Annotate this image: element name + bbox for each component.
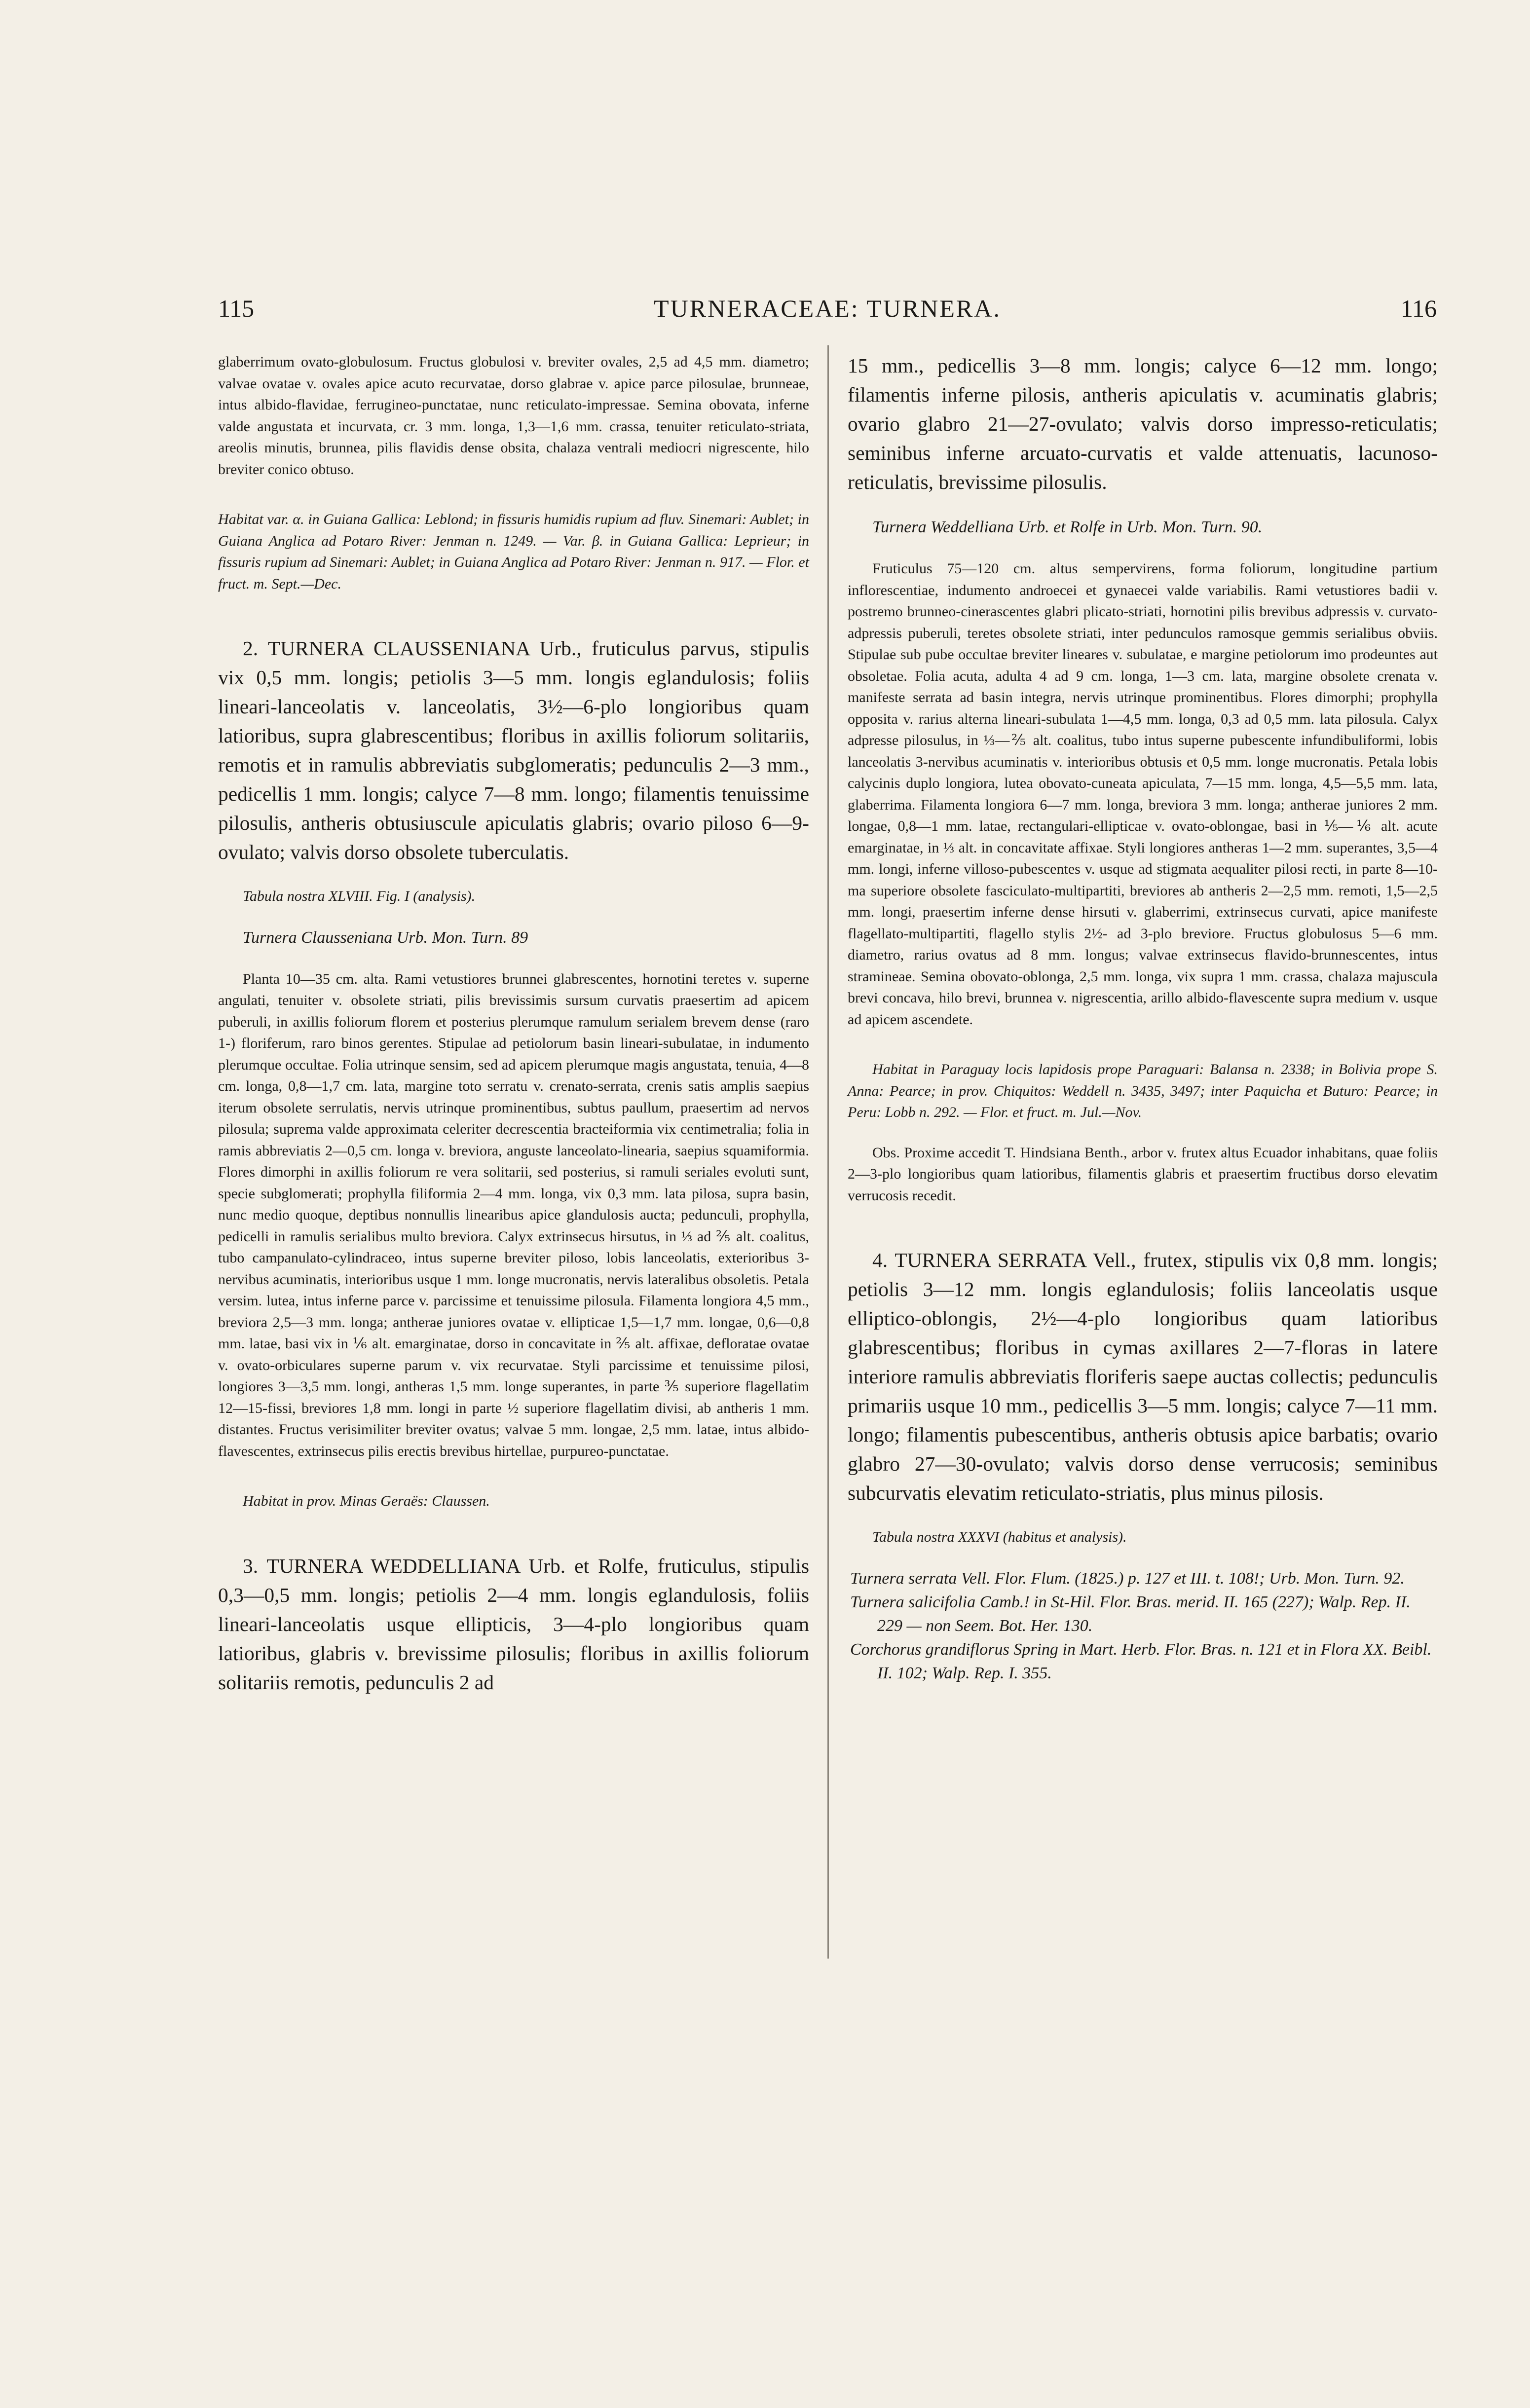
species-3-habitat: Habitat in Paraguay locis lapidosis prope Paraguari: Balansa n. 2338; in Bolivia prope S. Anna: Pearce; in prov. Chiquitos: Weddell n. 3435, 3497; inter Paquicha et Buturo: Pearce; in Peru: Lobb n. 292. — Flor. et fruct. m. Jul.—Nov. — [848, 1061, 1438, 1120]
species-2-diagnosis: 2. TURNERA CLAUSSENIANA Urb., fruticulus parvus, stipulis vix 0,5 mm. longis; petiolis 3—5 mm. longis eglandulosis; foliis lineari-lanceolatis v. lanceolatis, 3½—6-plo longioribus quam latioribus, supra glabrescentibus; floribus in axillis foliorum solitariis, remotis et in ramulis abbreviatis subglomeratis; pedunculis 2—3 mm., pedicellis 1 mm. longis; calyce 7—8 mm. longo; filamentis tenuissime pilosulis, antheris obtusiuscule apiculatis glabris; ovario piloso 6—9-ovulato; valvis dorso obsolete tuberculatis. — [218, 637, 809, 863]
right-column — [848, 351, 1438, 1685]
page-number-right: 116 — [1400, 295, 1437, 322]
column-divider — [827, 345, 829, 1959]
species-4-diagnosis: 4. TURNERA SERRATA Vell., frutex, stipulis vix 0,8 mm. longis; petiolis 3—12 mm. longis eglandulosis; foliis lanceolatis usque elliptico-oblongis, 2½—4-plo longioribus quam latioribus glabrescentibus; floribus in cymas axillares 2—7-floras in latere interiore ramulis abbreviatis floriferis saepe auctas collectis; pedunculis primariis usque 10 mm., pedicellis 3—5 mm. longis; calyce 7—11 mm. longo; filamentis pubescentibus, antheris obtusis apice barbatis; ovario glabro 27—30-ovulato; valvis dorso dense verrucosis; seminibus subcurvatis elevatim reticulato-striatis, plus minus pilosis. — [848, 1249, 1438, 1504]
species-2-habitat: Habitat in prov. Minas Geraës: Claussen. — [243, 1493, 490, 1509]
species-2-synonym: Turnera Clausseniana Urb. Mon. Turn. 89 — [243, 928, 528, 947]
species-4-synonym-3: Corchorus grandiflorus Spring in Mart. Herb. Flor. Bras. n. 121 et in Flora XX. Beibl. II. 102; Walp. Rep. I. 355. — [850, 1640, 1432, 1682]
page-number-left: 115 — [218, 295, 255, 322]
species-3-diagnosis: 3. TURNERA WEDDELLIANA Urb. et Rolfe, fruticulus, stipulis 0,3—0,5 mm. longis; petiolis 2—4 mm. longis eglandulosis, foliis lineari-lanceolatis usque ellipticis, 3—4-plo longioribus quam latioribus, glabris v. brevissime pilosulis; floribus in axillis foliorum solitariis remotis, pedunculis 2 ad — [218, 1554, 809, 1694]
species-2-plate: Tabula nostra XLVIII. Fig. I (analysis). — [243, 888, 476, 904]
species-3-synonym: Turnera Weddelliana Urb. et Rolfe in Urb. Mon. Turn. 90. — [872, 518, 1263, 536]
species-2-description: Planta 10—35 cm. alta. Rami vetustiores brunnei glabrescentes, hornotini teretes v. superne angulati, tenuiter v. obsolete striati, pilis brevissimis sursum curvatis praesertim ad apicem puberuli, in axillis foliorum florem et posterius plerumque ramulum serialem brevem dense (raro 1-) floriferum, raro binos gerentes. Stipulae ad petiolorum basin lineari-subulatae, in indumento plerumque occultae. Folia utrinque sensim, sed ad apicem plerumque magis angustata, tenuia, 4—8 cm. longa, 0,8—1,7 cm. lata, margine toto serratu v. crenato-serrata, crenis satis amplis saepius iterum obsolete serrulatis, nervis utrinque prominentibus, subtus paullum, praesertim ad nervos pilosula; suprema valde approximata celeriter decrescentia bracteiformia vix centimetralia; folia in ramis abbreviatis 2—0,5 cm. longa v. breviora, anguste lanceolato-linearia, saepius squamiformia. Flores dimorphi in axillis foliorum re vera solitarii, sed posterius, si ramuli seriales evoluti sunt, specie subglomerati; prophylla filiformia 2—4 mm. longa, vix 0,3 mm. lata pilosa, supra basin, nunc medio quoque, deptibus nonnullis linearibus apice glandulosis aucta; pedunculi, prophylla, pedicelli in ramulis serialibus multo breviora. Calyx extrinsecus hirsutus, in ⅓ ad ⅖ alt. coalitus, tubo campanulato-cylindraceo, intus superne breviter piloso, lobis lanceolatis, exterioribus 3-nervibus acuminatis, interioribus usque 1 mm. longe mucronatis, nervis lateralibus obsoletis. Petala versim. lutea, intus inferne parce v. parcissime et tenuissime pilosula. Filamenta longiora 4,5 mm., breviora 2,5—3 mm. longa; antherae juniores ovatae v. ellipticae 1,5—1,7 mm. longae, 0,6—0,8 mm. latae, basi vix in ⅙ alt. emarginatae, dorso in concavitate in ⅖ alt. affixae, defloratae ovatae v. ovato-orbiculares superne parum v. vix recurvatae. Styli parcissime et tenuissime pilosi, longiores 3—3,5 mm. longi, antheras 1,5 mm. longe superantes, in parte ⅗ superiore flagellatim 12—15-fissi, breviores 1,8 mm. longi in parte ½ superiore flagellatim divisi, ab antheris 1 mm. distantes. Fructus verisimiliter breviter ovatus; valvae 5 mm. longae, 2,5 mm. latae, intus albido-flavescentes, extrinsecus pilis erectis brevibus hirtellae, purpureo-punctatae. — [218, 970, 809, 1459]
species-3-observation: Obs. Proxime accedit T. Hindsiana Benth., arbor v. frutex altus Ecuador inhabitans, quae foliis 2—3-plo longioribus quam latioribus, filamentis glabris et praesertim fructibus dorso elevatim verrucosis recedit. — [848, 1144, 1438, 1204]
species-3-diagnosis-continued: 15 mm., pedicellis 3—8 mm. longis; calyce 6—12 mm. longo; filamentis inferne pilosis, antheris apiculatis v. acuminatis glabris; ovario glabro 21—27-ovulato; valvis dorso impresso-reticulatis; seminibus inferne arcuato-curvatis et valde attenuatis, lacunoso-reticulatis, brevissime pilosulis. — [848, 354, 1438, 493]
description-continued: glaberrimum ovato-globulosum. Fructus globulosi v. breviter ovales, 2,5 ad 4,5 mm. diametro; valvae ovatae v. ovales apice acuto recurvatae, dorso glabrae v. apice parce pilosulae, brunneae, intus albido-flavidae, ferrugineo-punctatae, nunc reticulato-impressae. Semina obovata, inferne valde angustata et incurvata, cr. 3 mm. longa, 1,3—1,6 mm. crassa, tenuiter reticulato-striata, areolis minutis, brunnea, pilis flavidis dense obsita, chalaza ventrali mediocri nigrescente, hilo breviter conico obtuso. — [218, 354, 809, 478]
habitat-paragraph: Habitat var. α. in Guiana Gallica: Leblond; in fissuris humidis rupium ad fluv. Sinemari: Aublet; in Guiana Anglica ad Potaro River: Jenman n. 1249. — Var. β. in Guiana Gallica: Leprieur; in fissuris rupium ad Sinemari: Aublet; in Guiana Anglica ad Potaro River: Jenman n. 917. — Flor. et fruct. m. Sept.—Dec. — [218, 511, 809, 592]
species-4-plate: Tabula nostra XXXVI (habitus et analysis). — [872, 1529, 1127, 1545]
left-column — [218, 351, 809, 1697]
species-4-synonym-2: Turnera salicifolia Camb.! in St-Hil. Flor. Bras. merid. II. 165 (227); Walp. Rep. II. 229 — non Seem. Bot. Her. 130. — [850, 1593, 1411, 1635]
running-title: TURNERACEAE: TURNERA. — [654, 295, 1001, 322]
species-4-synonym-1: Turnera serrata Vell. Flor. Flum. (1825.) p. 127 et III. t. 108!; Urb. Mon. Turn. 92. — [850, 1569, 1405, 1588]
page-header — [218, 294, 1437, 333]
species-3-description: Fruticulus 75—120 cm. altus sempervirens, forma foliorum, longitudine partium inflorescentiae, indumento androecei et gynaecei valde variabilis. Rami vetustiores badii v. postremo brunneo-cinerascentes glabri plicato-striati, hornotini pilis brevibus adpressis v. curvato-adpressis puberuli, teretes obsolete striati, inter pedunculos ramosque gemmis serialibus obviis. Stipulae sub pube occultae breviter lineares v. subulatae, e margine petiolorum imo prodeuntes aut obsoletae. Folia acuta, adulta 4 ad 9 cm. longa, 1—3 cm. lata, margine obsolete crenata v. manifeste serrata ad basin integra, nervis utrinque prominentibus. Flores dimorphi; prophylla opposita v. rarius alterna lineari-subulata 1—4,5 mm. longa, 0,3 ad 0,5 mm. lata pilosula. Calyx adpresse pilosulus, in ⅓—⅖ alt. coalitus, tubo intus superne pubescente infundibuliformi, lobis lanceolatis 3-nervibus acuminatis v. interioribus obtusis et 0,5 mm. longe mucronatis. Petala lobis calycinis duplo longiora, lutea obovato-cuneata apiculata, 7—15 mm. longa, 4,5—5,5 mm. lata, glaberrima. Filamenta longiora 6—7 mm. longa, breviora 3 mm. longa; antherae juniores 2 mm. longae, 0,8—1 mm. latae, rectangulari-ellipticae v. ovato-oblongae, basi in ⅕—⅙ alt. acute emarginatae, in ⅓ alt. in concavitate affixae. Styli longiores antheras 1—2 mm. superantes, 3,5—4 mm. longi, inferne villoso-pubescentes v. usque ad stigmata aequaliter pilosi recti, in parte 8—10-ma superiore obsolete fasciculato-multipartiti, breviores ab antheris 2—2,5 mm. remoti, 1,5—2,5 mm. longi, praesertim inferne dense hirsuti v. glaberrimi, extrinsecus curvati, apice manifeste flagellato-multipartiti, flagello stylis 2½- ad 3-plo breviore. Fructus globulosus 5—6 mm. diametro, rarius ovatus ad 8 mm. longus; valvae extrinsecus flavido-brunnescentes, intus stramineae. Semina obovato-oblonga, 2,5 mm. longa, vix supra 1 mm. crassa, chalaza majuscula brevi concava, hilo brevi, brunnea v. nigrescentia, arillo albido-flavescente supra medium v. usque ad apicem ascendete. — [848, 560, 1438, 1028]
